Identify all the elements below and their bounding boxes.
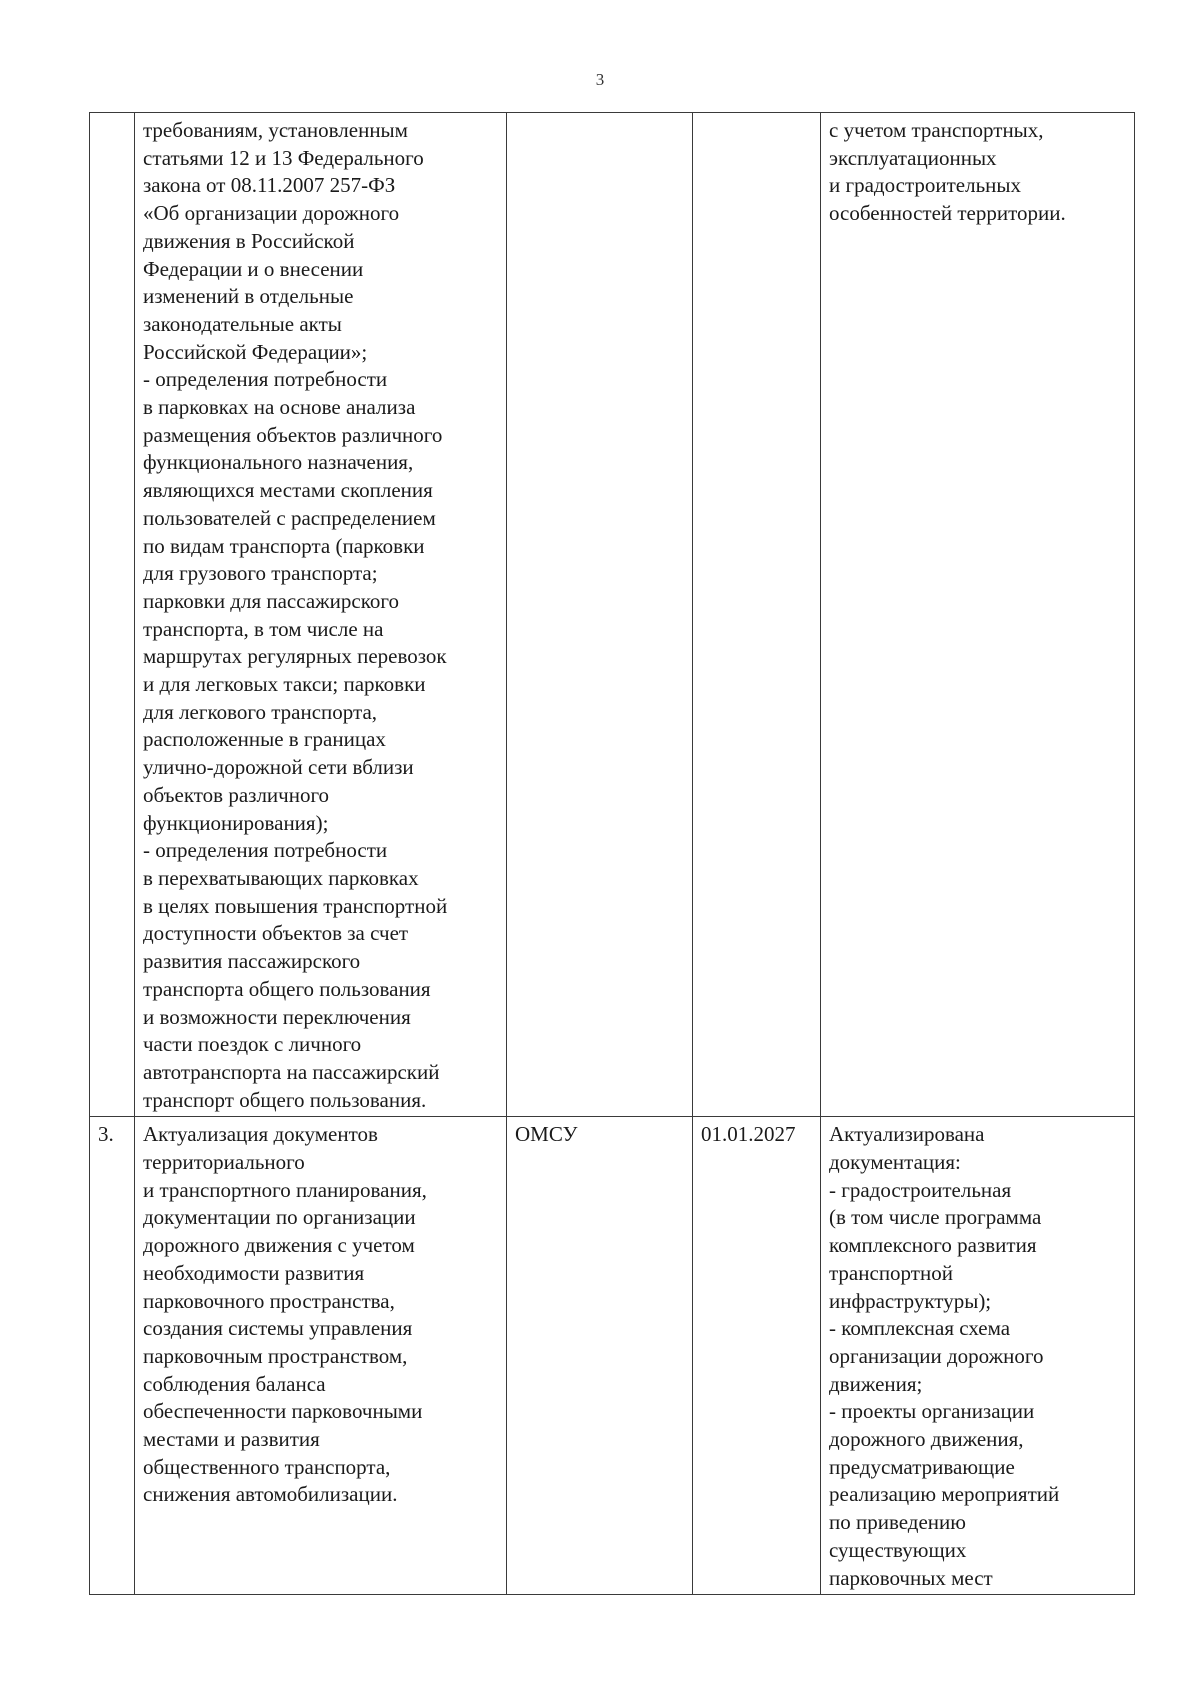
text-line: - градостроительная bbox=[829, 1177, 1012, 1202]
text-line: транспортной bbox=[829, 1260, 953, 1285]
text-line: необходимости развития bbox=[143, 1260, 365, 1285]
text-line: являющихся местами скопления bbox=[143, 478, 433, 503]
text-line: и возможности переключения bbox=[143, 1004, 411, 1029]
text-line: и транспортного планирования, bbox=[143, 1177, 427, 1202]
text-line: для легкового транспорта, bbox=[143, 699, 378, 724]
text-line: соблюдения баланса bbox=[143, 1371, 326, 1396]
text-line: парковки для пассажирского bbox=[143, 588, 399, 613]
text-line: дорожного движения с учетом bbox=[143, 1233, 415, 1258]
text-line: организации дорожного bbox=[829, 1343, 1044, 1368]
text-line: развития пассажирского bbox=[143, 949, 361, 974]
text-line: доступности объектов за счет bbox=[143, 921, 409, 946]
text-line: движения; bbox=[829, 1371, 923, 1396]
text-line: Федерации и о внесении bbox=[143, 256, 364, 281]
text-line: размещения объектов различного bbox=[143, 422, 443, 447]
text-line: - комплексная схема bbox=[829, 1316, 1011, 1341]
text-line: в целях повышения транспортной bbox=[143, 893, 448, 918]
text-line: особенностей территории. bbox=[829, 201, 1066, 226]
text-line: с учетом транспортных, bbox=[829, 118, 1044, 142]
measures-table bbox=[89, 112, 1135, 1595]
text-line: функционирования); bbox=[143, 810, 329, 835]
text-line: - определения потребности bbox=[143, 838, 388, 863]
text-line: улично-дорожной сети вблизи bbox=[143, 755, 414, 780]
text-line: в перехватывающих парковках bbox=[143, 865, 419, 890]
table-row bbox=[90, 113, 1135, 1117]
text-line: Российской Федерации»; bbox=[143, 339, 368, 364]
text-line: и для легковых такси; парковки bbox=[143, 672, 426, 697]
text-line: существующих bbox=[829, 1537, 967, 1562]
text-line: объектов различного bbox=[143, 782, 330, 807]
text-line: в парковках на основе анализа bbox=[143, 395, 416, 420]
text-line: закона от 08.11.2007 257-ФЗ bbox=[143, 173, 396, 198]
text-line: автотранспорта на пассажирский bbox=[143, 1059, 440, 1084]
text-line: расположенные в границах bbox=[143, 727, 386, 752]
text-line: функционального назначения, bbox=[143, 450, 414, 475]
text-line: парковочным пространством, bbox=[143, 1343, 408, 1368]
text-line: - определения потребности bbox=[143, 367, 388, 392]
expected-result-cell bbox=[821, 1117, 1135, 1595]
text-line: комплексного развития bbox=[829, 1233, 1037, 1258]
deadline-cell: 01.01.2027 bbox=[693, 1117, 821, 1595]
text-line: для грузового транспорта; bbox=[143, 561, 378, 586]
text-line: местами и развития bbox=[143, 1427, 320, 1452]
responsible-cell: ОМСУ bbox=[507, 1117, 693, 1595]
text-line: Актуализация документов bbox=[143, 1122, 378, 1147]
text-line: предусматривающие bbox=[829, 1454, 1015, 1479]
measure-description-cell bbox=[135, 1117, 507, 1595]
table-row bbox=[90, 1117, 1135, 1595]
page-number: 3 bbox=[595, 70, 605, 89]
text-line: реализацию мероприятий bbox=[829, 1482, 1060, 1507]
text-line: «Об организации дорожного bbox=[143, 201, 400, 226]
text-line: транспорта, в том числе на bbox=[143, 616, 384, 641]
text-line: части поездок с личного bbox=[143, 1032, 362, 1057]
text-line: документации по организации bbox=[143, 1205, 416, 1230]
text-line: инфраструктуры); bbox=[829, 1288, 992, 1313]
expected-result-cell bbox=[821, 113, 1135, 1117]
text-line: эксплуатационных bbox=[829, 145, 997, 170]
text-line: парковочного пространства, bbox=[143, 1288, 395, 1313]
text-line: снижения автомобилизации. bbox=[143, 1482, 398, 1507]
text-line: документация: bbox=[829, 1150, 961, 1175]
row-number-cell: 3. bbox=[90, 1117, 135, 1595]
text-line: законодательные акты bbox=[143, 311, 342, 336]
text-line: пользователей с распределением bbox=[143, 505, 436, 530]
text-line: движения в Российской bbox=[143, 228, 355, 253]
row-number-cell bbox=[90, 113, 135, 1117]
text-line: транспорт общего пользования. bbox=[143, 1087, 427, 1112]
text-line: (в том числе программа bbox=[829, 1205, 1042, 1230]
text-line: по видам транспорта (парковки bbox=[143, 533, 425, 558]
text-line: и градостроительных bbox=[829, 173, 1022, 198]
text-line: требованиям, установленным bbox=[143, 118, 408, 142]
text-line: маршрутах регулярных перевозок bbox=[143, 644, 447, 669]
text-line: изменений в отдельные bbox=[143, 284, 354, 309]
text-line: территориального bbox=[143, 1150, 305, 1175]
text-line: общественного транспорта, bbox=[143, 1454, 391, 1479]
text-line: - проекты организации bbox=[829, 1399, 1035, 1424]
text-line: транспорта общего пользования bbox=[143, 976, 431, 1001]
text-line: Актуализирована bbox=[829, 1122, 985, 1147]
deadline-cell bbox=[693, 113, 821, 1117]
text-line: дорожного движения, bbox=[829, 1427, 1024, 1452]
text-line: статьями 12 и 13 Федерального bbox=[143, 145, 424, 170]
text-line: создания системы управления bbox=[143, 1316, 413, 1341]
responsible-cell bbox=[507, 113, 693, 1117]
measure-description-cell bbox=[135, 113, 507, 1117]
text-line: парковочных мест bbox=[829, 1565, 993, 1590]
text-line: обеспеченности парковочными bbox=[143, 1399, 423, 1424]
text-line: по приведению bbox=[829, 1510, 966, 1535]
